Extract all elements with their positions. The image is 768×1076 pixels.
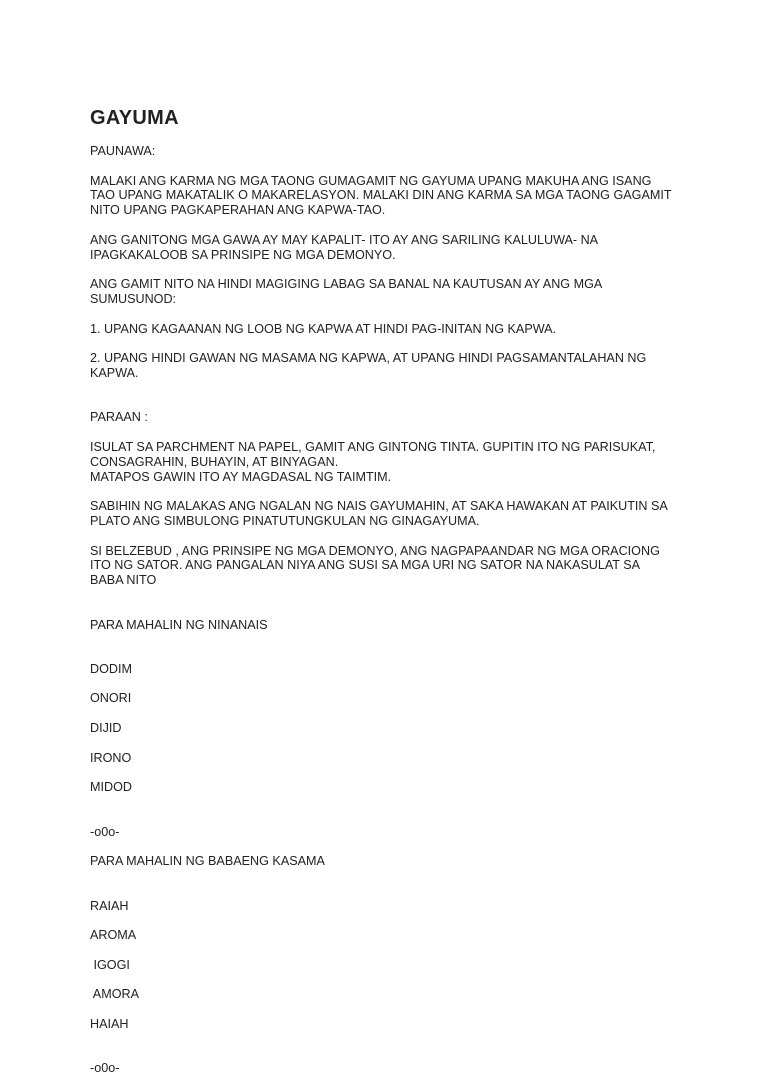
sator-line: IGOGI: [90, 957, 130, 972]
sator-line: HAIAH: [90, 1017, 129, 1032]
section-heading-ninanais: PARA MAHALIN NG NINANAIS: [90, 617, 268, 632]
paragraph-karma: MALAKI ANG KARMA NG MGA TAONG GUMAGAMIT NG GAYUMA UPANG MAKUHA ANG ISANG TAO UPANG MAKATALIK O MAKARELASYON. MALAKI DIN ANG KARMA SA MGA TAONG GAGAMIT NITO UPANG PAGKAPERAHAN ANG KAPWA-TAO.: [90, 173, 672, 218]
sator-line: AMORA: [90, 987, 139, 1002]
sator-line: DODIM: [90, 661, 132, 676]
sator-square-babaeng-kasama: [90, 884, 690, 1047]
sator-line: RAIAH: [90, 898, 129, 913]
sator-line: ONORI: [90, 691, 132, 706]
section-separator: -o0o-: [90, 824, 120, 839]
method-paragraph-3: SI BELZEBUD , ANG PRINSIPE NG MGA DEMONYO, ANG NAGPAPAANDAR NG MGA ORACIONG ITO NG SATOR. ANG PANGALAN NIYA ANG SUSI SA MGA URI NG SATOR NA NAKASULAT SA BABA NITO: [90, 543, 660, 588]
section-separator: -o0o-: [90, 1061, 120, 1076]
paragraph-gamit: ANG GAMIT NITO NA HINDI MAGIGING LABAG SA BANAL NA KAUTUSAN AY ANG MGA SUMUSUNOD:: [90, 277, 603, 306]
method-paragraph-1: ISULAT SA PARCHMENT NA PAPEL, GAMIT ANG GINTONG TINTA. GUPITIN ITO NG PARISUKAT, CONSAGRAHIN, BUHAYIN, AT BINYAGAN. MATAPOS GAWIN ITO AY MAGDASAL NG TAIMTIM.: [90, 439, 656, 484]
sator-line: IRONO: [90, 750, 132, 765]
list-item-1: 1. UPANG KAGAANAN NG LOOB NG KAPWA AT HINDI PAG-INITAN NG KAPWA.: [90, 321, 557, 336]
paragraph-kapalit: ANG GANITONG MGA GAWA AY MAY KAPALIT- ITO AY ANG SARILING KALULUWA- NA IPAGKAKALOOB SA PRINSIPE NG MGA DEMONYO.: [90, 232, 599, 262]
method-paragraph-2: SABIHIN NG MALAKAS ANG NGALAN NG NAIS GAYUMAHIN, AT SAKA HAWAKAN AT PAIKUTIN SA PLATO ANG SIMBULONG PINATUTUNGKULAN NG GINAGAYUMA.: [90, 499, 668, 528]
sator-line: AROMA: [90, 928, 137, 943]
document-body: [90, 144, 690, 1076]
sator-line: MIDOD: [90, 780, 132, 795]
notice-label: PAUNAWA:: [90, 144, 156, 158]
section-heading-babaeng-kasama: PARA MAHALIN NG BABAENG KASAMA: [90, 854, 325, 869]
list-item-2: 2. UPANG HINDI GAWAN NG MASAMA NG KAPWA, AT UPANG HINDI PAGSAMANTALAHAN NG KAPWA.: [90, 351, 647, 380]
sator-line: DIJID: [90, 721, 122, 736]
method-label: PARAAN :: [90, 410, 148, 425]
document-title: GAYUMA: [90, 107, 179, 129]
sator-square-ninanais: [90, 647, 690, 810]
